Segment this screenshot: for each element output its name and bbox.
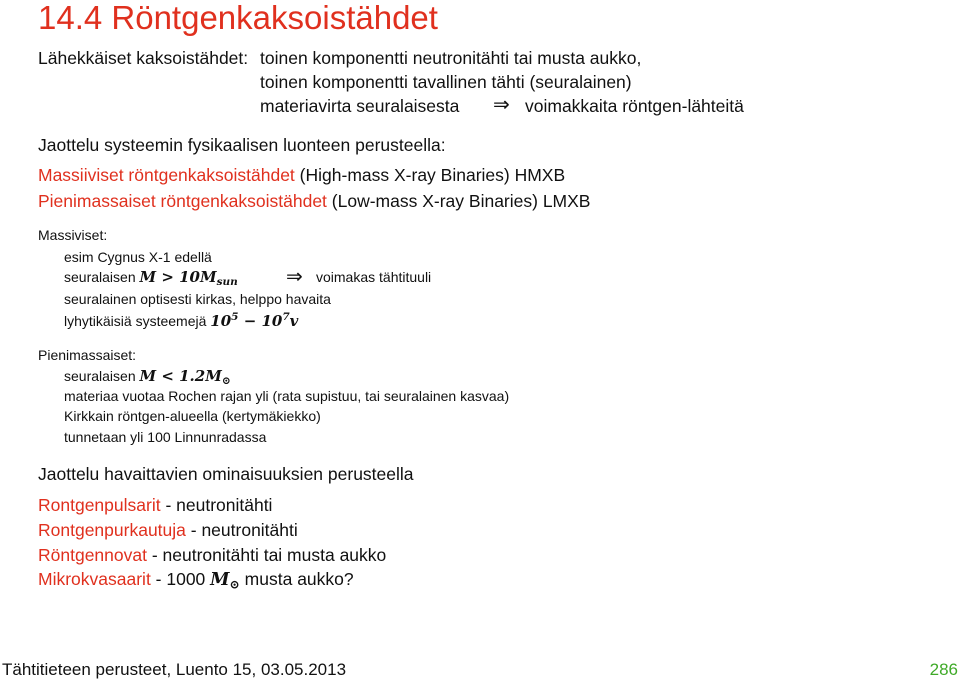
hmxb-line [38,164,565,186]
massive-heading: Massiviset: [38,227,108,243]
observed-item: Rontgenpurkautuja - neutronitähti [38,520,298,540]
hmxb-red: Massiiviset röntgenkaksoistähdet [38,165,295,185]
implies-arrow-icon: ⇒ [286,264,303,288]
lowmass-companion [64,367,231,388]
massive-lifetime [64,312,298,330]
massive-companion-result: voimakas tähtituuli [316,269,432,285]
lowmass-disk: Kirkkain röntgen-alueella (kertymäkiekko) [64,408,321,424]
massive-lifetime-prefix: lyhytikäisiä systeemejä [64,313,207,329]
close-binaries-line1: toinen komponentti neutronitähti tai musta aukko, [260,48,642,68]
lowmass-heading: Pienimassaiset: [38,347,137,363]
lmxb-red: Pienimassaiset röntgenkaksoistähdet [38,191,327,211]
close-binaries-result: voimakkaita röntgen-lähteitä [525,96,744,116]
division-observed: Jaottelu havaittavien ominaisuuksien perusteella [38,464,414,484]
observed-item: Rontgenpulsarit - neutronitähti [38,495,273,515]
massive-mass-formula: $M > 10M_{sun}$ [139,268,238,289]
close-binaries-line2: toinen komponentti tavallinen tähti (seuralainen) [260,72,632,92]
solar-mass-formula: $M_⊙$ [210,570,240,592]
observed-item: Röntgennovat - neutronitähti tai musta aukko [38,545,387,565]
page-number: 286 [929,660,958,679]
massive-lifetime-formula: $10^5 - 10^7v$ [210,311,299,330]
lowmass-companion-prefix: seuralaisen [64,368,136,384]
lowmass-mass-formula: $M < 1.2M_⊙$ [139,367,231,388]
footer-course-info: Tähtitieteen perusteet, Luento 15, 03.05.2013 [2,660,347,679]
slide-title: 14.4 Röntgenkaksoistähdet [38,0,438,36]
massive-example: esim Cygnus X-1 edellä [64,249,212,265]
close-binaries-label: Lähekkäiset kaksoistähdet: [38,48,249,68]
lmxb-line [38,190,590,212]
massive-optical: seuralainen optisesti kirkas, helppo havaita [64,291,331,307]
division-physical: Jaottelu systeemin fysikaalisen luonteen perusteella: [38,135,446,155]
massive-companion [64,268,238,289]
massive-companion-prefix: seuralaisen [64,269,136,285]
lowmass-count: tunnetaan yli 100 Linnunradassa [64,429,267,445]
implies-arrow-icon: ⇒ [493,92,510,116]
hmxb-black: (High-mass X-ray Binaries) HMXB [299,165,566,185]
observed-item: Mikrokvasaarit - 1000 $M_⊙$ musta aukko? [38,569,354,592]
lowmass-roche: materiaa vuotaa Rochen rajan yli (rata supistuu, tai seuralainen kasvaa) [64,388,510,404]
close-binaries-line3: materiavirta seuralaisesta [260,96,460,116]
lmxb-black: (Low-mass X-ray Binaries) LMXB [331,191,591,211]
